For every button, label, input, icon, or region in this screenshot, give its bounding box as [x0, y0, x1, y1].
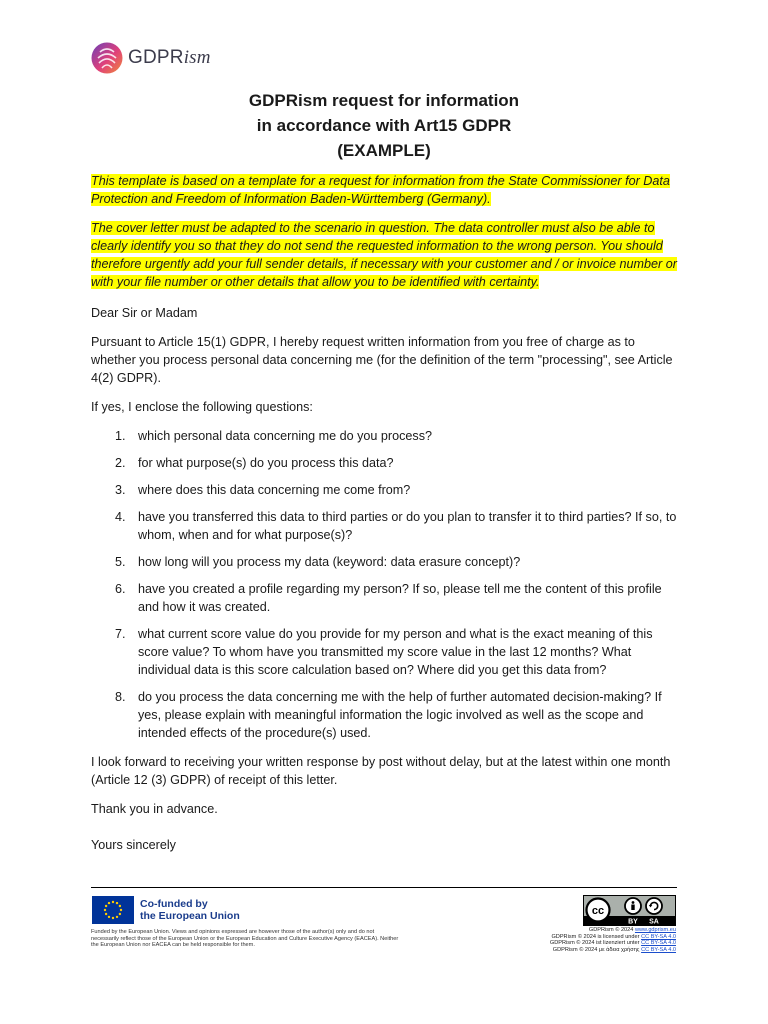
cc-license-badge[interactable] [583, 895, 676, 926]
list-number: 8. [115, 690, 126, 704]
list-text: which personal data concerning me do you process? [138, 429, 433, 443]
footer-divider [91, 887, 677, 888]
list-text: have you created a profile regarding my person? If so, please tell me the content of this profile and how it was created. [138, 582, 662, 614]
license-line: GDPRism © 2024 www.gdprism.eu [588, 927, 676, 933]
salutation: Dear Sir or Madam [91, 306, 198, 320]
letter-body [91, 172, 679, 829]
list-item [91, 625, 679, 679]
title-line-1: GDPRism request for information [248, 91, 520, 110]
license-link[interactable]: CC BY-SA 4.0 [641, 940, 676, 947]
license-line: GDPRism © 2024 is licensed under CC BY-SA 4.0 [551, 933, 676, 940]
list-text: how long will you process my data (keyword: data erasure concept)? [138, 555, 521, 569]
website-link[interactable]: www.gdprism.eu [634, 927, 676, 933]
list-item [91, 427, 679, 445]
list-number: 7. [115, 627, 126, 641]
list-item [91, 481, 679, 499]
gdprism-logo [91, 42, 211, 74]
list-text: for what purpose(s) do you process this data? [138, 456, 394, 470]
list-number: 5. [115, 555, 126, 569]
list-item [91, 580, 679, 616]
template-note: This template is based on a template for a request for information from the State Commissioner for Data Protection and Freedom of Information Baden-Württemberg (Germany). [91, 174, 670, 206]
eu-flag-icon [92, 896, 134, 924]
list-item [91, 508, 679, 544]
list-item [91, 454, 679, 472]
response-paragraph: I look forward to receiving your written response by post without delay, but at the latest within one month (Article 12 (3) GDPR) of receipt of this letter. [91, 755, 671, 787]
list-number: 4. [115, 510, 126, 524]
list-text: do you process the data concerning me with the help of further automated decision-making? If yes, please explain with meaningful information the logic involved as well as the scope and intended effects of the procedure(s) used. [138, 690, 662, 740]
sa-icon [646, 898, 662, 914]
intro-paragraph: Pursuant to Article 15(1) GDPR, I hereby request written information from you free of charge as to whether you process personal data concerning me (for the definition of the term "processing", see Article 4(2) GDPR). [91, 335, 673, 385]
closing-line: Yours sincerely [91, 838, 176, 852]
eu-cofunded-text: Co-funded by the European Union [140, 898, 240, 922]
questions-list [91, 427, 679, 742]
adaptation-note: The cover letter must be adapted to the scenario in question. The data controller must also be able to clearly identify you so that they do not send the requested information to the wrong person. You should therefore urgently add your full sender details, if necessary with your customer and / or invoice number or with your file number or other details that allow you to be identified with certainty. [91, 221, 677, 289]
list-number: 1. [115, 429, 126, 443]
questions-intro: If yes, I enclose the following questions: [91, 400, 313, 414]
svg-text:cc: cc [591, 905, 605, 917]
list-item [91, 688, 679, 742]
brand-name: GDPRism [128, 47, 211, 68]
page-title [0, 88, 768, 163]
eu-cofunded-badge [92, 896, 240, 924]
license-line: GDPRism © 2024 με άδεια χρήσης CC BY-SA 4.0 [552, 946, 676, 953]
title-line-3: (EXAMPLE) [337, 141, 431, 160]
license-link[interactable]: CC BY-SA 4.0 [641, 946, 676, 953]
license-link[interactable]: CC BY-SA 4.0 [641, 933, 676, 940]
list-number: 6. [115, 582, 126, 596]
cc-icon [587, 899, 610, 922]
list-item [91, 553, 679, 571]
gdprism-logo-icon [91, 42, 123, 74]
eu-disclaimer: Funded by the European Union. Views and opinions expressed are however those of the author(s) only and do not necessarily reflect those of the European Union or the European Education and Culture Executive Agency (EACEA). Neither the European Union nor EACEA can be held responsible for them. [91, 929, 399, 948]
title-line-2: in accordance with Art15 GDPR [256, 116, 512, 135]
license-lines [480, 927, 676, 953]
list-text: have you transferred this data to third parties or do you plan to transfer it to third parties? If so, to whom, when and for what purpose(s)? [138, 510, 677, 542]
list-text: what current score value do you provide for my person and what is the exact meaning of this score value? To whom have you transmitted my score value in the last 12 months? What individual data is this score calculation based on? Where did you get this data from? [138, 627, 653, 677]
cc-sa-label: SA [649, 918, 659, 925]
list-number: 3. [115, 483, 126, 497]
list-text: where does this data concerning me come from? [138, 483, 411, 497]
license-line: GDPRism © 2024 ist lizenziert unter CC BY-SA 4.0 [549, 940, 676, 947]
by-icon [625, 898, 641, 914]
list-number: 2. [115, 456, 126, 470]
thanks-line: Thank you in advance. [91, 802, 218, 816]
cc-by-label: BY [628, 918, 638, 925]
